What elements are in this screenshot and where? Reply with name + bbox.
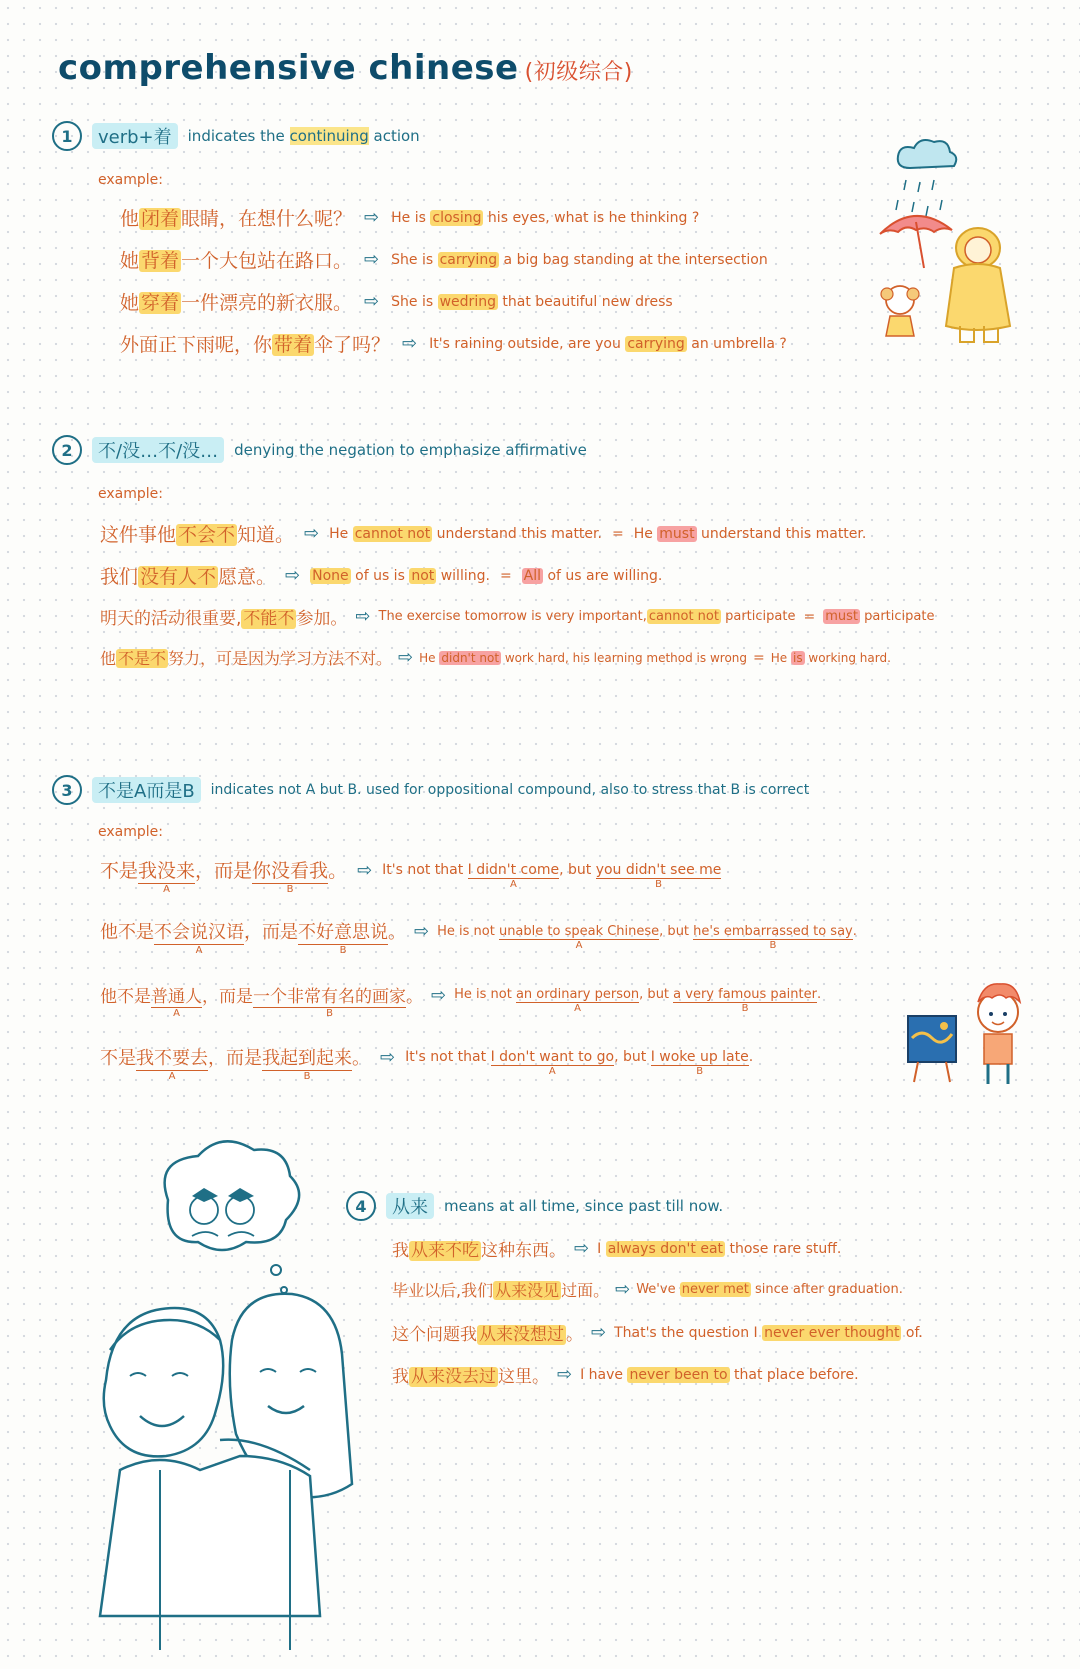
arrow-icon: ⇨ <box>557 1364 573 1385</box>
equals-sign: = <box>803 608 816 625</box>
arrow-icon: ⇨ <box>414 921 430 942</box>
arrow-icon: ⇨ <box>355 606 371 627</box>
equals-sign: = <box>753 649 765 666</box>
english-translation: She is carrying a big bag standing at the intersection <box>391 251 768 268</box>
title-zh: (初级综合) <box>524 60 633 85</box>
example-label: example: <box>98 172 163 188</box>
english-translation: I always don't eat those rare stuff. <box>597 1240 842 1257</box>
example-row <box>120 204 699 231</box>
chinese-sentence: 他不是不会说汉语 A，而是不好意思说 B。 <box>100 918 406 945</box>
section-number: 3 <box>52 775 82 805</box>
section-number: 4 <box>346 1191 376 1221</box>
equivalent-meaning: must participate <box>825 609 935 624</box>
english-translation: She is wedring that beautiful new dress <box>391 293 673 310</box>
section-2-header <box>52 432 587 468</box>
chinese-sentence: 不是我不要去 A，而是我起到起来 B。 <box>100 1044 370 1071</box>
chinese-sentence: 他 闭着 眼睛，在想什么呢？ <box>120 208 353 230</box>
example-row <box>392 1362 859 1387</box>
painter-illustration <box>908 976 1028 1086</box>
grammar-pattern: 从来 <box>386 1193 434 1219</box>
arrow-icon: ⇨ <box>364 207 380 228</box>
english-translation: He is not unable to speak Chinese A, but he's embarrassed to say B. <box>437 924 857 940</box>
chinese-sentence: 毕业以后,我们 从来没见 过面。 <box>392 1281 610 1300</box>
page-title <box>58 48 633 88</box>
example-row <box>100 1044 753 1071</box>
example-row <box>100 562 662 589</box>
chinese-sentence: 我 从来不吃 这种东西。 <box>392 1241 566 1261</box>
section-number: 1 <box>52 121 82 151</box>
arrow-icon: ⇨ <box>357 859 373 881</box>
example-row <box>100 918 857 945</box>
arrow-icon: ⇨ <box>380 1047 396 1068</box>
section-4-header <box>346 1188 723 1224</box>
example-row <box>100 646 891 669</box>
example-row <box>100 982 821 1008</box>
couple-illustration <box>100 1140 370 1660</box>
chinese-sentence: 他 不是不 努力，可是因为学习方法不对。 <box>100 649 393 668</box>
arrow-icon: ⇨ <box>398 647 414 668</box>
equals-sign: = <box>499 567 512 584</box>
grammar-pattern: 不是A而是B <box>92 777 201 803</box>
example-label: example: <box>98 824 163 840</box>
english-translation: He cannot not understand this matter. <box>329 525 602 542</box>
example-row <box>100 604 934 629</box>
rain-umbrella-illustration <box>880 140 1020 350</box>
section-3-header <box>52 772 809 808</box>
equivalent-meaning: All of us are willing. <box>523 567 663 584</box>
chinese-sentence: 她 穿着 一件漂亮的新衣服。 <box>120 292 353 314</box>
arrow-icon: ⇨ <box>591 1322 607 1343</box>
chinese-sentence: 我 从来没去过 这里。 <box>392 1367 549 1387</box>
arrow-icon: ⇨ <box>304 523 320 544</box>
section-number: 2 <box>52 435 82 465</box>
english-translation: It's not that I don't want to go A, but I woke up late B. <box>405 1049 753 1066</box>
english-translation: The exercise tomorrow is very important, cannot not participate <box>378 609 796 624</box>
arrow-icon: ⇨ <box>364 291 380 312</box>
pattern-description: indicates not A but B. used for oppositional compound, also to stress that B is correct <box>210 782 810 798</box>
pattern-description: indicates the continuing action <box>187 127 420 145</box>
example-row <box>100 520 866 547</box>
equivalent-meaning: He must understand this matter. <box>633 525 867 542</box>
english-translation: That's the question I never ever thought of. <box>614 1324 923 1341</box>
chinese-sentence: 他不是普通人 A，而是一个非常有名的画家 B。 <box>100 982 423 1008</box>
arrow-icon: ⇨ <box>285 565 301 586</box>
english-translation: None of us is not willing. <box>312 567 490 584</box>
example-row <box>392 1278 903 1301</box>
example-row <box>100 856 721 884</box>
chinese-sentence: 不是我没来 A，而是你没看我 B。 <box>100 856 347 884</box>
example-row <box>120 288 673 315</box>
grammar-pattern: 不/没…不/没… <box>92 437 224 463</box>
section-1-header <box>52 118 420 154</box>
example-row <box>120 330 787 357</box>
pattern-description: denying the negation to emphasize affirmative <box>234 441 587 459</box>
english-translation: It's raining outside, are you carrying an umbrella ? <box>429 335 787 352</box>
english-translation: He is closing his eyes, what is he thinking ? <box>391 209 700 226</box>
example-label: example: <box>98 486 163 502</box>
equivalent-meaning: He is working hard. <box>770 650 891 665</box>
chinese-sentence: 这件事他 不会不 知道。 <box>100 524 295 546</box>
chinese-sentence: 明天的活动很重要, 不能不 参加。 <box>100 609 348 629</box>
example-row <box>392 1236 841 1261</box>
chinese-sentence: 她 背着 一个大包站在路口。 <box>120 250 353 272</box>
english-translation: He didn't not work hard, his learning method is wrong <box>419 650 748 665</box>
chinese-sentence: 我们 没有人不 愿意。 <box>100 566 276 588</box>
arrow-icon: ⇨ <box>574 1238 590 1259</box>
grammar-pattern: verb+着 <box>92 123 178 149</box>
english-translation: He is not an ordinary person A, but a very famous painter B. <box>454 987 821 1003</box>
english-translation: We've never met since after graduation. <box>636 1282 903 1297</box>
arrow-icon: ⇨ <box>364 249 380 270</box>
english-translation: It's not that I didn't come A, but you didn't see me B <box>382 862 721 879</box>
example-row <box>120 246 768 273</box>
arrow-icon: ⇨ <box>402 333 418 354</box>
chinese-sentence: 这个问题我 从来没想过 。 <box>392 1325 583 1345</box>
pattern-description: means at all time, since past till now. <box>444 1197 724 1215</box>
title-en: comprehensive chinese <box>58 48 519 88</box>
equals-sign: = <box>611 525 624 542</box>
english-translation: I have never been to that place before. <box>580 1366 859 1383</box>
chinese-sentence: 外面正下雨呢，你 带着 伞了吗？ <box>120 334 391 356</box>
arrow-icon: ⇨ <box>431 984 447 1006</box>
example-row <box>392 1320 923 1345</box>
arrow-icon: ⇨ <box>615 1279 631 1300</box>
